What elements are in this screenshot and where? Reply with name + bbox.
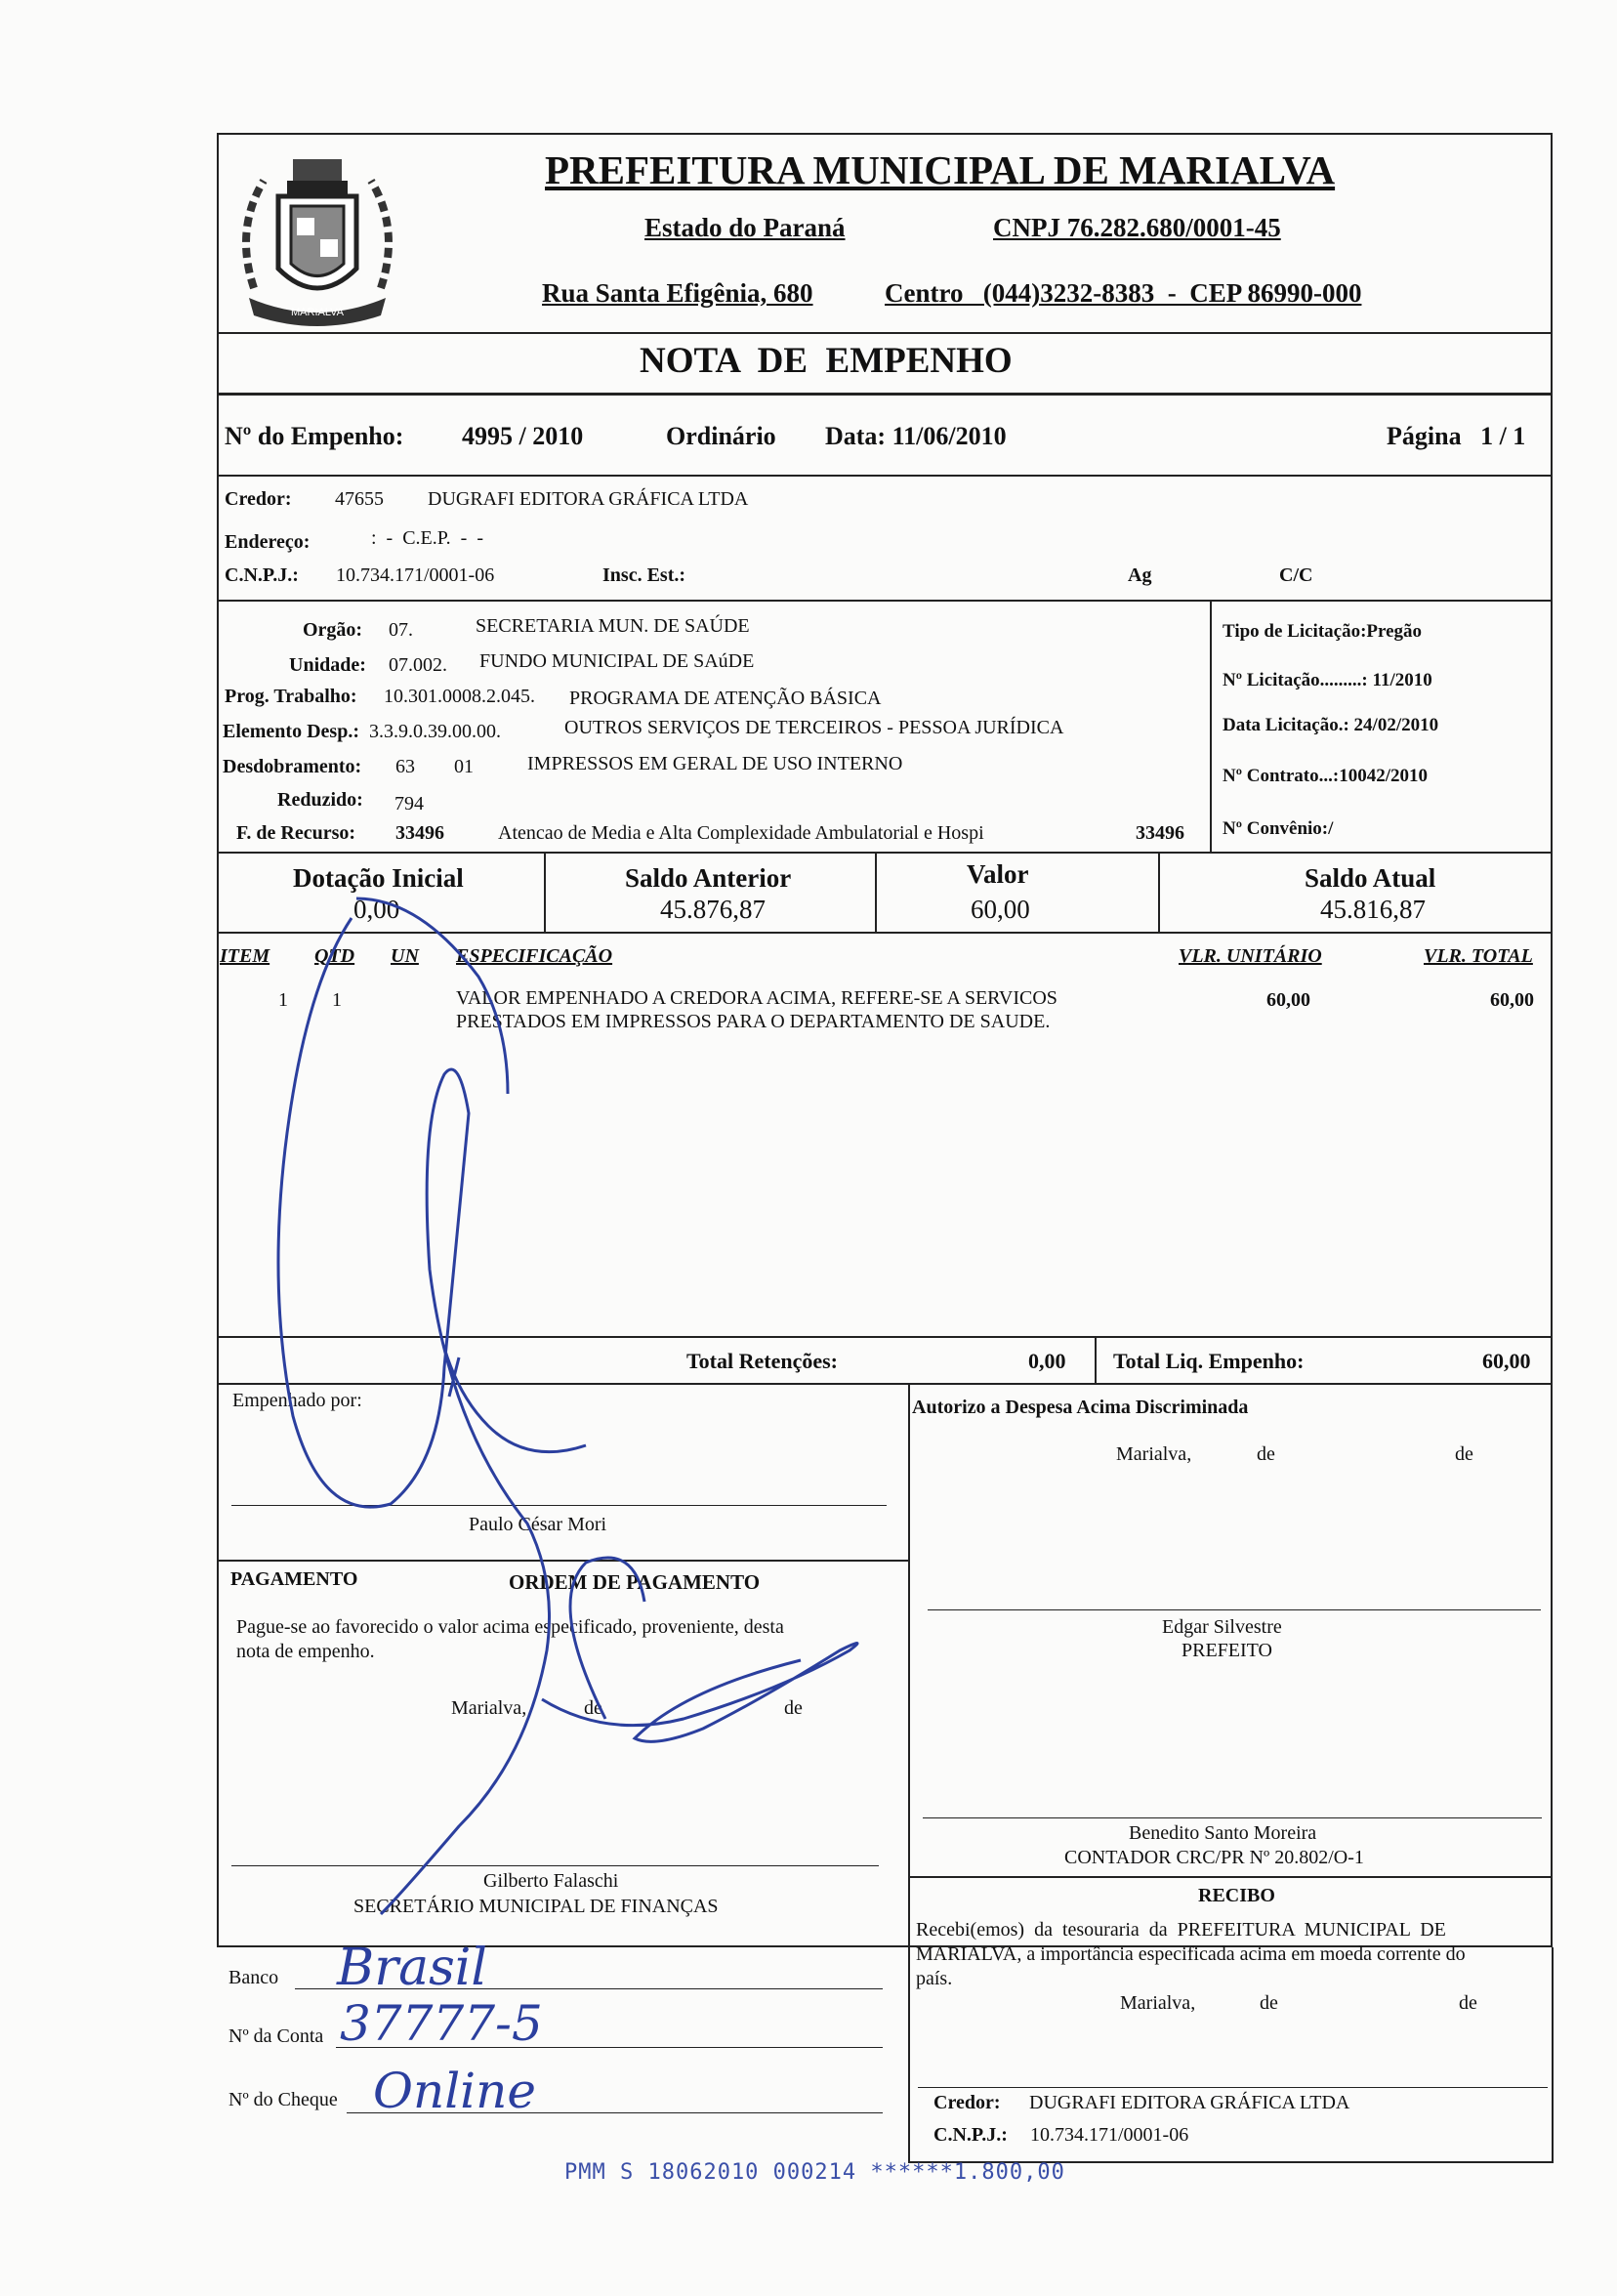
credor-code: 47655 (335, 488, 384, 510)
cnpj-label: CNPJ 76.282.680/0001-45 (993, 213, 1281, 242)
retencoes-value: 0,00 (1028, 1349, 1066, 1373)
recibo-line-2: MARIALVA, a importância especificada acima em moeda corrente do (916, 1943, 1466, 1965)
licitacao-tipo: Tipo de Licitação:Pregão (1223, 621, 1423, 642)
ag-label: Ag (1128, 564, 1152, 586)
atual-value: 45.816,87 (1320, 895, 1426, 924)
col-unit: VLR. UNITÁRIO (1179, 945, 1322, 967)
conta-value: 37777-5 (340, 1995, 543, 2052)
banco-label: Banco (228, 1967, 279, 1988)
bank-stamp: PMM S 18062010 000214 ******1.800,00 (564, 2160, 1065, 2185)
insc-label: Insc. Est.: (602, 564, 686, 586)
recibo-cnpj-value: 10.734.171/0001-06 (1030, 2124, 1189, 2146)
autorizo-place: Marialva, (1116, 1443, 1192, 1465)
reduzido-value: 794 (394, 793, 424, 814)
recibo-credor-name: DUGRAFI EDITORA GRÁFICA LTDA (1029, 2092, 1350, 2113)
retencoes-label: Total Retenções: (686, 1349, 838, 1373)
valor-value: 60,00 (971, 895, 1030, 924)
elemento-label: Elemento Desp.: (223, 721, 359, 742)
col-un: UN (391, 945, 419, 967)
address-field-value: : - C.E.P. - - (371, 527, 483, 549)
empenhado-name: Paulo César Mori (469, 1514, 607, 1535)
anterior-value: 45.876,87 (660, 895, 766, 924)
atual-label: Saldo Atual (1305, 863, 1436, 893)
empenho-date: Data: 11/06/2010 (825, 422, 1007, 450)
page-number: Página 1 / 1 (1387, 422, 1526, 450)
prefeito-role: PREFEITO (1182, 1640, 1272, 1661)
cheque-label: Nº do Cheque (228, 2089, 338, 2110)
contador-role: CONTADOR CRC/PR Nº 20.802/O-1 (1064, 1847, 1364, 1868)
orgao-desc: SECRETARIA MUN. DE SAÚDE (476, 615, 750, 637)
col-item: ITEM (220, 945, 270, 967)
banco-value: Brasil (337, 1939, 488, 1997)
cc-label: C/C (1279, 564, 1313, 586)
row-item: 1 (278, 989, 288, 1011)
credor-label: Credor: (225, 488, 292, 510)
prog-desc: PROGRAMA DE ATENÇÃO BÁSICA (569, 688, 882, 709)
recibo-de-2: de (1459, 1992, 1477, 2014)
state-label: Estado do Paraná (644, 213, 846, 242)
desdob-sub: 01 (454, 756, 474, 777)
desdob-code: 63 (395, 756, 415, 777)
orgao-label: Orgão: (303, 619, 363, 641)
autorizo-label: Autorizo a Despesa Acima Discriminada (912, 1397, 1249, 1418)
recibo-line-1: Recebi(emos) da tesouraria da PREFEITURA MUNICIPAL DE (916, 1919, 1446, 1941)
col-qtd: QTD (314, 945, 355, 967)
credor-name: DUGRAFI EDITORA GRÁFICA LTDA (428, 488, 749, 510)
anterior-label: Saldo Anterior (625, 863, 792, 893)
empenho-type: Ordinário (666, 422, 776, 450)
liq-value: 60,00 (1482, 1349, 1531, 1373)
liq-label: Total Liq. Empenho: (1113, 1349, 1305, 1373)
svg-text:MARIALVA: MARIALVA (291, 307, 344, 318)
recibo-line-3: país. (916, 1968, 953, 1989)
valor-label: Valor (967, 859, 1029, 889)
licitacao-contrato: Nº Contrato...:10042/2010 (1223, 766, 1428, 786)
row-spec-line-2: PRESTADOS EM IMPRESSOS PARA O DEPARTAMENTO DE SAUDE. (456, 1011, 1051, 1032)
prog-label: Prog. Trabalho: (225, 686, 357, 707)
contador-name: Benedito Santo Moreira (1129, 1822, 1317, 1844)
doc-title: NOTA DE EMPENHO (640, 341, 1013, 381)
recurso-desc: Atencao de Media e Alta Complexidade Ambulatorial e Hospi (498, 822, 984, 844)
secretario-role: SECRETÁRIO MUNICIPAL DE FINANÇAS (353, 1896, 719, 1917)
row-qtd: 1 (332, 989, 342, 1011)
prefeito-name: Edgar Silvestre (1162, 1616, 1282, 1638)
elemento-desc: OUTROS SERVIÇOS DE TERCEIROS - PESSOA JURÍDICA (564, 717, 1064, 738)
col-total: VLR. TOTAL (1424, 945, 1533, 967)
orgao-code: 07. (389, 619, 413, 641)
prog-code: 10.301.0008.2.045. (384, 686, 535, 707)
desdob-label: Desdobramento: (223, 756, 362, 777)
recibo-place: Marialva, (1120, 1992, 1196, 2014)
autorizo-de-2: de (1455, 1443, 1473, 1465)
dotacao-label: Dotação Inicial (293, 863, 464, 893)
recurso-label: F. de Recurso: (236, 822, 356, 844)
conta-label: Nº da Conta (228, 2025, 324, 2047)
pagamento-title: PAGAMENTO (230, 1568, 358, 1590)
secretario-name: Gilberto Falaschi (483, 1870, 619, 1892)
empenhado-label: Empenhado por: (232, 1390, 362, 1411)
row-unit: 60,00 (1266, 989, 1310, 1011)
recibo-de-1: de (1260, 1992, 1278, 2014)
pagamento-de-2: de (784, 1697, 803, 1719)
pagamento-de-1: de (584, 1697, 602, 1719)
recibo-title: RECIBO (1198, 1885, 1275, 1906)
licitacao-convenio: Nº Convênio:/ (1223, 818, 1334, 839)
licitacao-data: Data Licitação.: 24/02/2010 (1223, 715, 1439, 735)
pagamento-place: Marialva, (451, 1697, 527, 1719)
ordem-pagamento-title: ORDEM DE PAGAMENTO (509, 1570, 761, 1594)
reduzido-label: Reduzido: (277, 789, 363, 811)
recurso-code: 33496 (395, 822, 444, 844)
row-spec-line-1: VALOR EMPENHADO A CREDORA ACIMA, REFERE-SE A SERVICOS (456, 987, 1057, 1009)
recibo-credor-label: Credor: (933, 2092, 1001, 2113)
unidade-label: Unidade: (289, 654, 366, 676)
autorizo-de-1: de (1257, 1443, 1275, 1465)
empenho-number: 4995 / 2010 (462, 422, 584, 450)
cnpj-field-value: 10.734.171/0001-06 (336, 564, 495, 586)
licitacao-numero: Nº Licitação.........: 11/2010 (1223, 670, 1432, 690)
unidade-desc: FUNDO MUNICIPAL DE SAúDE (479, 650, 755, 672)
cheque-value: Online (373, 2063, 536, 2119)
empenho-label: Nº do Empenho: (225, 422, 404, 450)
dotacao-value: 0,00 (353, 895, 400, 924)
pagamento-text-1: Pague-se ao favorecido o valor acima especificado, proveniente, desta (236, 1616, 784, 1638)
address-label: Rua Santa Efigênia, 680 (542, 278, 813, 308)
elemento-code: 3.3.9.0.39.00.00. (369, 721, 501, 742)
contact-label: Centro (044)3232-8383 - CEP 86990-000 (885, 278, 1362, 308)
cnpj-field-label: C.N.P.J.: (225, 564, 299, 586)
recurso-code-2: 33496 (1136, 822, 1184, 844)
row-total: 60,00 (1490, 989, 1534, 1011)
recibo-cnpj-label: C.N.P.J.: (933, 2124, 1008, 2146)
unidade-code: 07.002. (389, 654, 447, 676)
pagamento-text-2: nota de empenho. (236, 1641, 375, 1662)
col-spec: ESPECIFICAÇÃO (456, 945, 613, 967)
page-title: PREFEITURA MUNICIPAL DE MARIALVA (545, 147, 1336, 192)
desdob-desc: IMPRESSOS EM GERAL DE USO INTERNO (527, 753, 903, 774)
address-field-label: Endereço: (225, 531, 311, 553)
